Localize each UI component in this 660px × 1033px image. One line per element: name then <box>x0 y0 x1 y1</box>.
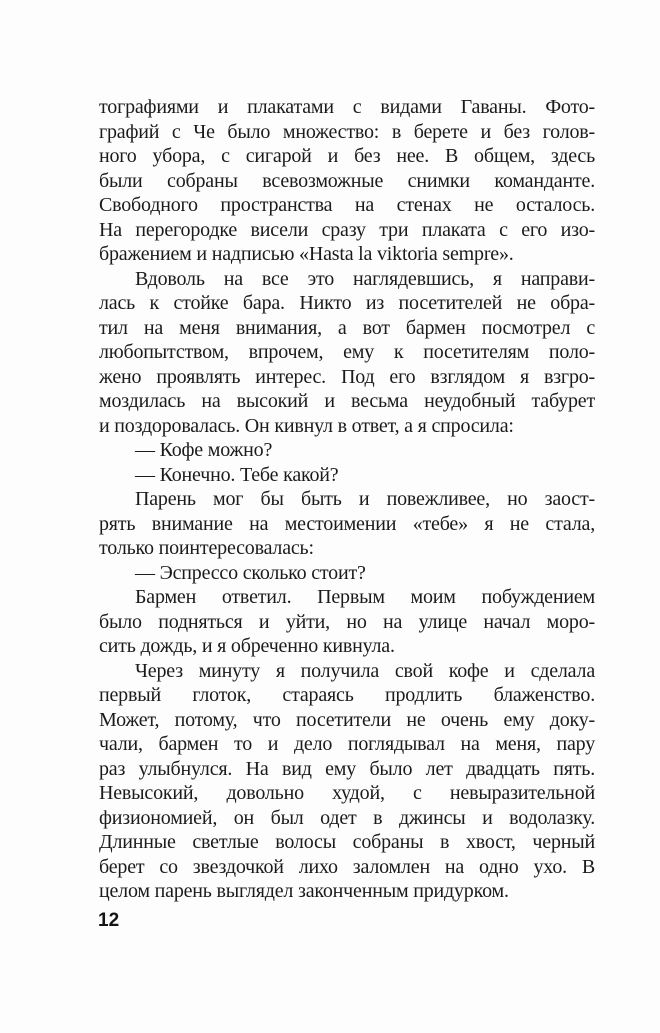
paragraph <box>99 267 595 439</box>
text-line: тил на меня внимания, а вот бармен посмотрел с <box>99 316 595 339</box>
paragraph <box>99 487 595 561</box>
page-text <box>99 95 595 904</box>
text-line: — Кофе можно? <box>135 439 273 461</box>
text-line: Невысокий, довольно худой, с невыразительной <box>99 782 595 804</box>
page-number: 12 <box>98 910 120 931</box>
text-line: раз улыбнулся. На вид ему было лет двадцать пять. <box>99 757 595 780</box>
text-line: целом парень выглядел законченным придурком. <box>99 880 509 902</box>
text-line: только поинтересовалась: <box>99 537 314 559</box>
text-line: На перегородке висели сразу три плаката с его изо- <box>99 218 595 241</box>
paragraph <box>99 95 595 267</box>
paragraph <box>99 659 595 904</box>
text-line: Вдоволь на все это наглядевшись, я направи- <box>135 267 595 290</box>
text-line: были собраны всевозможные снимки команданте. <box>99 169 595 192</box>
text-line: чали, бармен то и дело поглядывал на меня, пару <box>99 733 595 755</box>
text-line: Может, потому, что посетители не очень ему доку- <box>99 708 595 731</box>
text-line: ного убора, с сигарой и без нее. В общем, здесь <box>99 145 595 167</box>
text-line: любопытством, впрочем, ему к посетителям поло- <box>99 341 595 363</box>
paragraph <box>99 561 595 586</box>
paragraph <box>99 438 595 463</box>
text-line: моздилась на высокий и весьма неудобный табурет <box>99 390 595 412</box>
text-line: Через минуту я получила свой кофе и сделала <box>135 659 595 682</box>
text-line: рять внимание на местоимении «тебе» я не стала, <box>99 512 595 535</box>
text-line: было подняться и уйти, но на улице начал моро- <box>99 610 595 633</box>
text-line: Свободного пространства на стенах не осталось. <box>99 194 595 216</box>
text-line: физиономией, он был одет в джинсы и водолазку. <box>99 806 595 829</box>
text-line: — Конечно. Тебе какой? <box>135 463 339 486</box>
text-line: первый глоток, стараясь продлить блаженство. <box>99 684 595 706</box>
text-line: — Эспрессо сколько стоит? <box>135 561 366 584</box>
text-line: лась к стойке бара. Никто из посетителей не обра- <box>99 292 595 314</box>
text-line: Бармен ответил. Первым моим побуждением <box>135 586 595 608</box>
text-line: берет со звездочкой лихо заломлен на одно ухо. В <box>99 855 595 878</box>
text-line: и поздоровалась. Он кивнул в ответ, а я спросила: <box>99 414 514 437</box>
text-line: жено проявлять интерес. Под его взглядом я взгро- <box>99 365 595 388</box>
text-line: тографиями и плакатами с видами Гаваны. Фото- <box>99 96 595 118</box>
text-line: Длинные светлые волосы собраны в хвост, черный <box>99 831 595 853</box>
paragraph <box>99 585 595 659</box>
text-line: графий с Че было множество: в берете и без голов- <box>99 120 595 143</box>
paragraph <box>99 463 595 488</box>
text-line: сить дождь, и я обреченно кивнула. <box>99 635 395 657</box>
text-line: Парень мог бы быть и повежливее, но заост- <box>135 488 595 510</box>
text-line: бражением и надписью «Hasta la viktoria sempre». <box>99 243 514 265</box>
